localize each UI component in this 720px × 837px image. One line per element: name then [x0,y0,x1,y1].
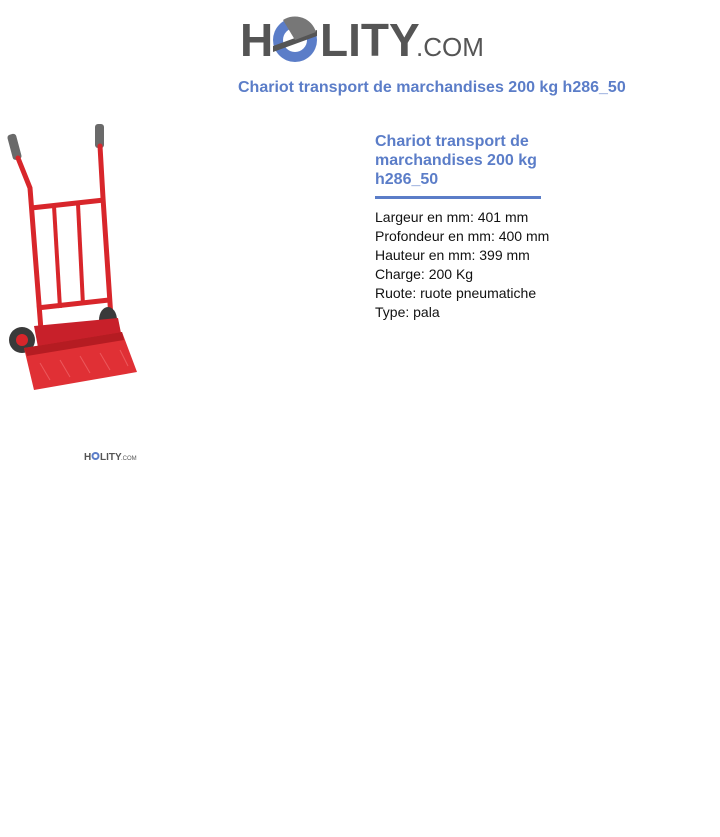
product-info [375,132,695,322]
spec-value: 200 Kg [428,266,474,282]
title-divider [375,196,541,199]
spec-row: Ruote: ruote pneumatiche [375,285,537,301]
svg-text:.COM: .COM [121,456,137,462]
spec-row: Type: pala [375,304,440,320]
page-title: Chariot transport de marchandises 200 kg h286_50 [238,79,626,96]
product-image[interactable] [0,118,150,398]
svg-text:LITY: LITY [320,14,420,66]
spec-value: ruote pneumatiche [420,285,537,301]
spec-label: Charge [375,266,421,282]
spec-row: Profondeur en mm: 400 mm [375,228,550,244]
spec-value: 399 mm [479,247,530,263]
spec-label: Type [375,304,406,320]
holity-small-logo [84,449,137,463]
spec-label: Largeur en mm [375,209,470,225]
spec-value: pala [413,304,440,320]
svg-text:H: H [84,452,92,463]
spec-list [375,208,695,322]
spec-label: Profondeur en mm [375,228,491,244]
holity-logo[interactable] [240,12,484,68]
spec-value: 400 mm [498,228,550,244]
spec-value: 401 mm [477,209,529,225]
svg-text:H: H [240,14,274,66]
spec-label: Hauteur en mm [375,247,472,263]
svg-text:LITY: LITY [100,452,122,463]
spec-label: Ruote [375,285,413,301]
spec-row: Hauteur en mm: 399 mm [375,247,530,263]
product-title: Chariot transport de marchandises 200 kg h286_50 [375,133,537,188]
spec-row: Charge: 200 Kg [375,266,474,282]
spec-row: Largeur en mm: 401 mm [375,209,529,225]
svg-text:.COM: .COM [416,32,484,62]
